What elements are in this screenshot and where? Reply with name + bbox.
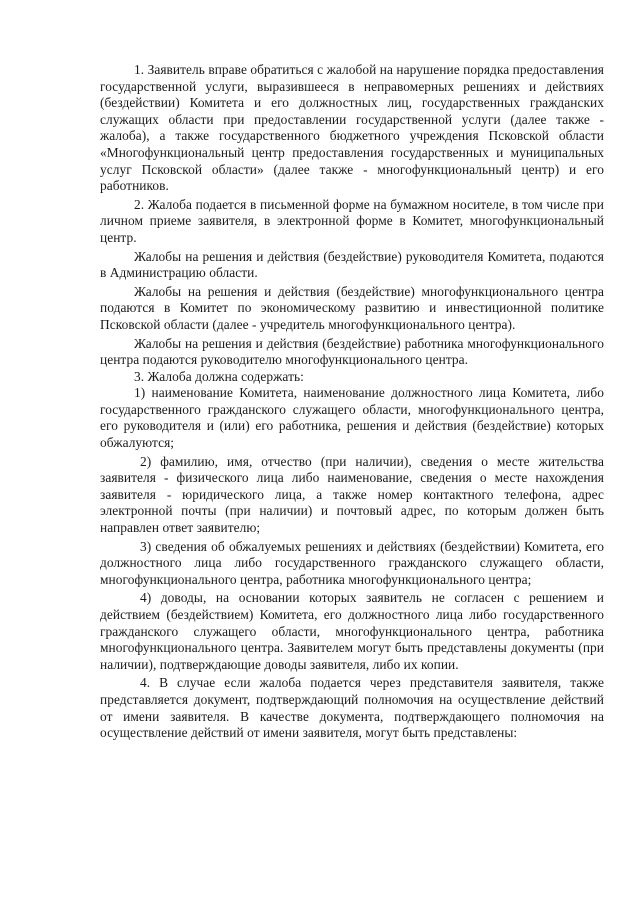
list-item-1: 1) наименование Комитета, наименование должностного лица Комитета, либо государственного гражданского служащего области, многофункционального центра, его руководителя и (или) его работника, решения и действия (бездействие) которых обжалуются; xyxy=(100,385,604,451)
list-item-2: 2) фамилию, имя, отчество (при наличии), сведения о месте жительства заявителя - физического лица либо наименование, сведения о месте нахождения заявителя - юридического лица, а также номер контактного телефона, адрес электронной почты (при наличии) и почтовый адрес, по которым должен быть направлен ответ заявителю; xyxy=(100,453,604,536)
paragraph-complaint-mfc: Жалобы на решения и действия (бездействие) многофункционального центра подаются в Комитет по экономическому развитию и инвестиционной политике Псковской области (далее - учредитель многофункционального центра). xyxy=(100,283,604,332)
paragraph-representative: 4. В случае если жалоба подается через представителя заявителя, также представляется документ, подтверждающий полномочия на осуществление действий от имени заявителя. В качестве документа, подтверждающего полномочия на осуществление действий от имени заявителя, могут быть представлены: xyxy=(100,675,604,741)
paragraph-complaint-contents: 3. Жалоба должна содержать: xyxy=(134,368,304,384)
paragraph-complaint-right: 1. Заявитель вправе обратиться с жалобой на нарушение порядка предоставления государственной услуги, выразившееся в неправомерных решениях и действиях (бездействии) Комитета и его должностных лиц, государственных гражданских служащих области при предоставлении государственной услуги (далее также - жалоба), а также государственного бюджетного учреждения Псковской области «Многофункциональный центр предоставления государственных и муниципальных услуг Псковской области» (далее также - многофункциональный центр) и его работников. xyxy=(100,62,604,194)
list-item-3: 3) сведения об обжалуемых решениях и действиях (бездействии) Комитета, его должностного лица либо государственного гражданского служащего области, многофункционального центра, работника многофункционального центра; xyxy=(100,538,604,587)
paragraph-complaint-form: 2. Жалоба подается в письменной форме на бумажном носителе, в том числе при личном приеме заявителя, в электронной форме в Комитет, многофункциональный центр. xyxy=(100,196,604,245)
list-item-4: 4) доводы, на основании которых заявитель не согласен с решением и действием (бездействием) Комитета, его должностного лица либо государственного гражданского служащего области, многофункционального центра, работника многофункционального центра. Заявителем могут быть представлены документы (при наличии), подтверждающие доводы заявителя, либо их копии. xyxy=(100,590,604,672)
paragraph-complaint-head: Жалобы на решения и действия (бездействие) руководителя Комитета, подаются в Администрацию области. xyxy=(100,248,604,281)
paragraph-complaint-mfc-worker: Жалобы на решения и действия (бездействие) работника многофункционального центра подаются руководителю многофункционального центра. xyxy=(100,335,604,368)
